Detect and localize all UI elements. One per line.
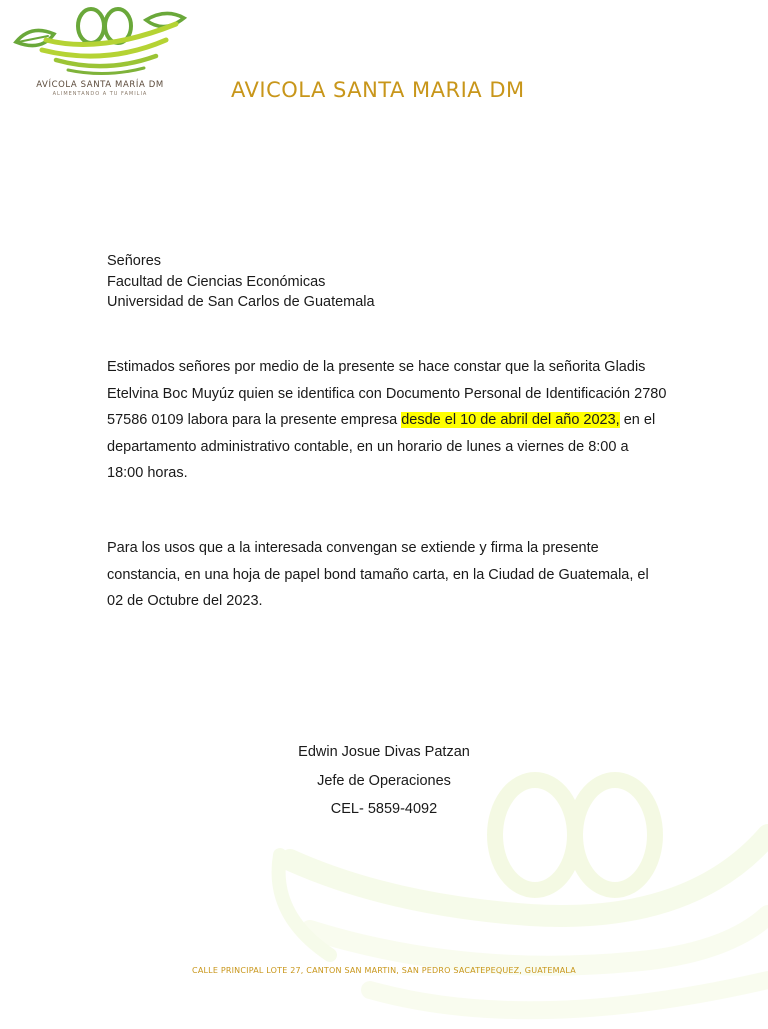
recipient-university: Universidad de San Carlos de Guatemala	[107, 294, 375, 310]
recipient-faculty: Facultad de Ciencias Económicas	[107, 273, 326, 290]
recipient-block	[107, 251, 375, 313]
signer-title: Jefe de Operaciones	[317, 772, 451, 789]
logo-tagline: ALIMENTANDO A TU FAMILIA	[52, 91, 148, 97]
highlighted-start-date: desde el 10 de abril del año 2023,	[401, 412, 620, 429]
nest-with-eggs-icon	[6, 4, 194, 80]
signer-name: Edwin Josue Divas Patzan	[298, 744, 470, 760]
paragraph-1-text-end: en el departamento administrativo contable, en un horario de lunes a viernes de 8:00 a 18:00 horas.	[107, 412, 656, 482]
recipient-salutation: Señores	[107, 253, 162, 269]
body-paragraph-1	[107, 354, 667, 487]
company-logo	[6, 4, 194, 102]
body-paragraph-2: Para los usos que a la interesada convengan se extiende y firma la presente constancia, en una hoja de papel bond tamaño carta, en la Ciudad de Guatemala, el 02 de Octubre del 2023.	[107, 540, 649, 610]
company-name: AVICOLA SANTA MARIA DM	[231, 78, 525, 102]
paragraph-1-text-start: Estimados señores por medio de la presente se hace constar que la señorita Gladis Etelvina Boc Muyúz quien se identifica con Documento Personal de Identificación 2780 57586 0109 labora para la presente empresa	[107, 359, 667, 429]
logo-text: AVÍCOLA SANTA MARÍA DM	[36, 80, 164, 90]
signature-block	[0, 738, 768, 824]
footer-address: CALLE PRINCIPAL LOTE 27, CANTON SAN MARTIN, SAN PEDRO SACATEPEQUEZ, GUATEMALA	[192, 966, 576, 975]
signer-phone: CEL- 5859-4092	[330, 801, 438, 817]
